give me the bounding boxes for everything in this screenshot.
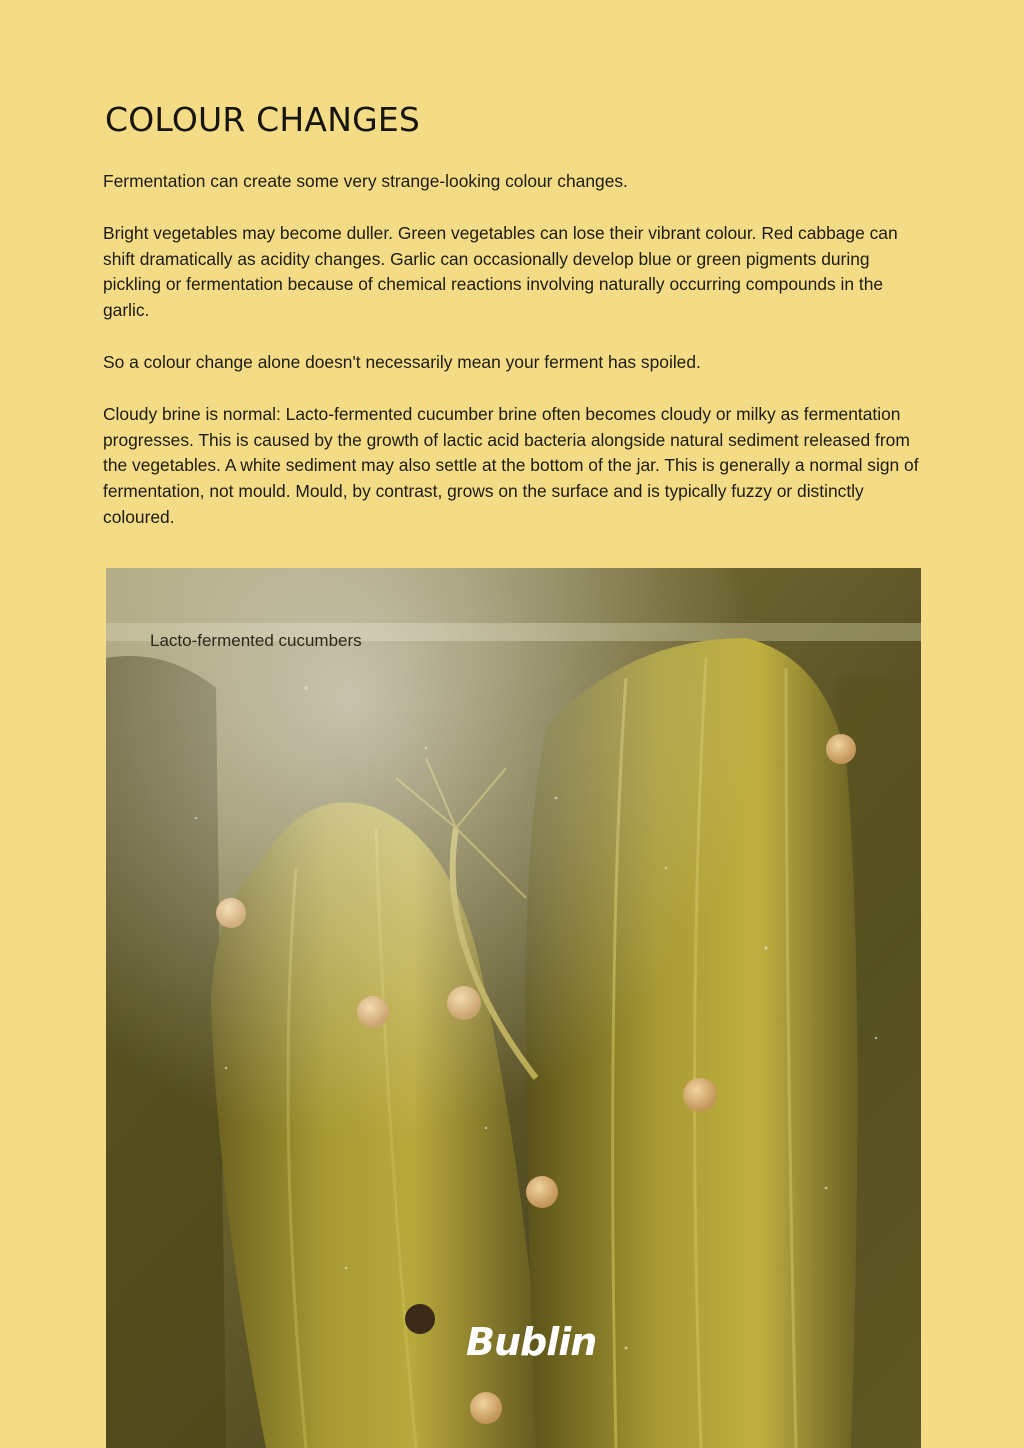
article-body [103,169,923,557]
paragraph-colour-shifts: Bright vegetables may become duller. Green vegetables can lose their vibrant colour. Red cabbage can shift dramatically as acidity changes. Garlic can occasionally develop blue or green pigments during pickling or fermentation because of chemical reactions involving naturally occurring compounds in the garlic. [103,222,898,321]
cucumber-photo [106,568,921,1448]
bublin-logo: Bublin [466,1320,597,1364]
page-title: COLOUR CHANGES [105,100,421,139]
paragraph-cloudy-brine: Cloudy brine is normal: Lacto-fermented cucumber brine often becomes cloudy or milky as fermentation progresses. This is caused by the growth of lactic acid bacteria alongside natural sediment released from the vegetables. A white sediment may also settle at the bottom of the jar. This is generally a normal sign of fermentation, not mould. Mould, by contrast, grows on the surface and is typically fuzzy or distinctly coloured. [103,403,919,527]
paragraph-not-spoiled: So a colour change alone doesn't necessarily mean your ferment has spoiled. [103,351,701,372]
paragraph-intro: Fermentation can create some very strange-looking colour changes. [103,171,628,191]
cucumber-illustration [106,568,921,1448]
photo-caption: Lacto-fermented cucumbers [150,631,362,650]
